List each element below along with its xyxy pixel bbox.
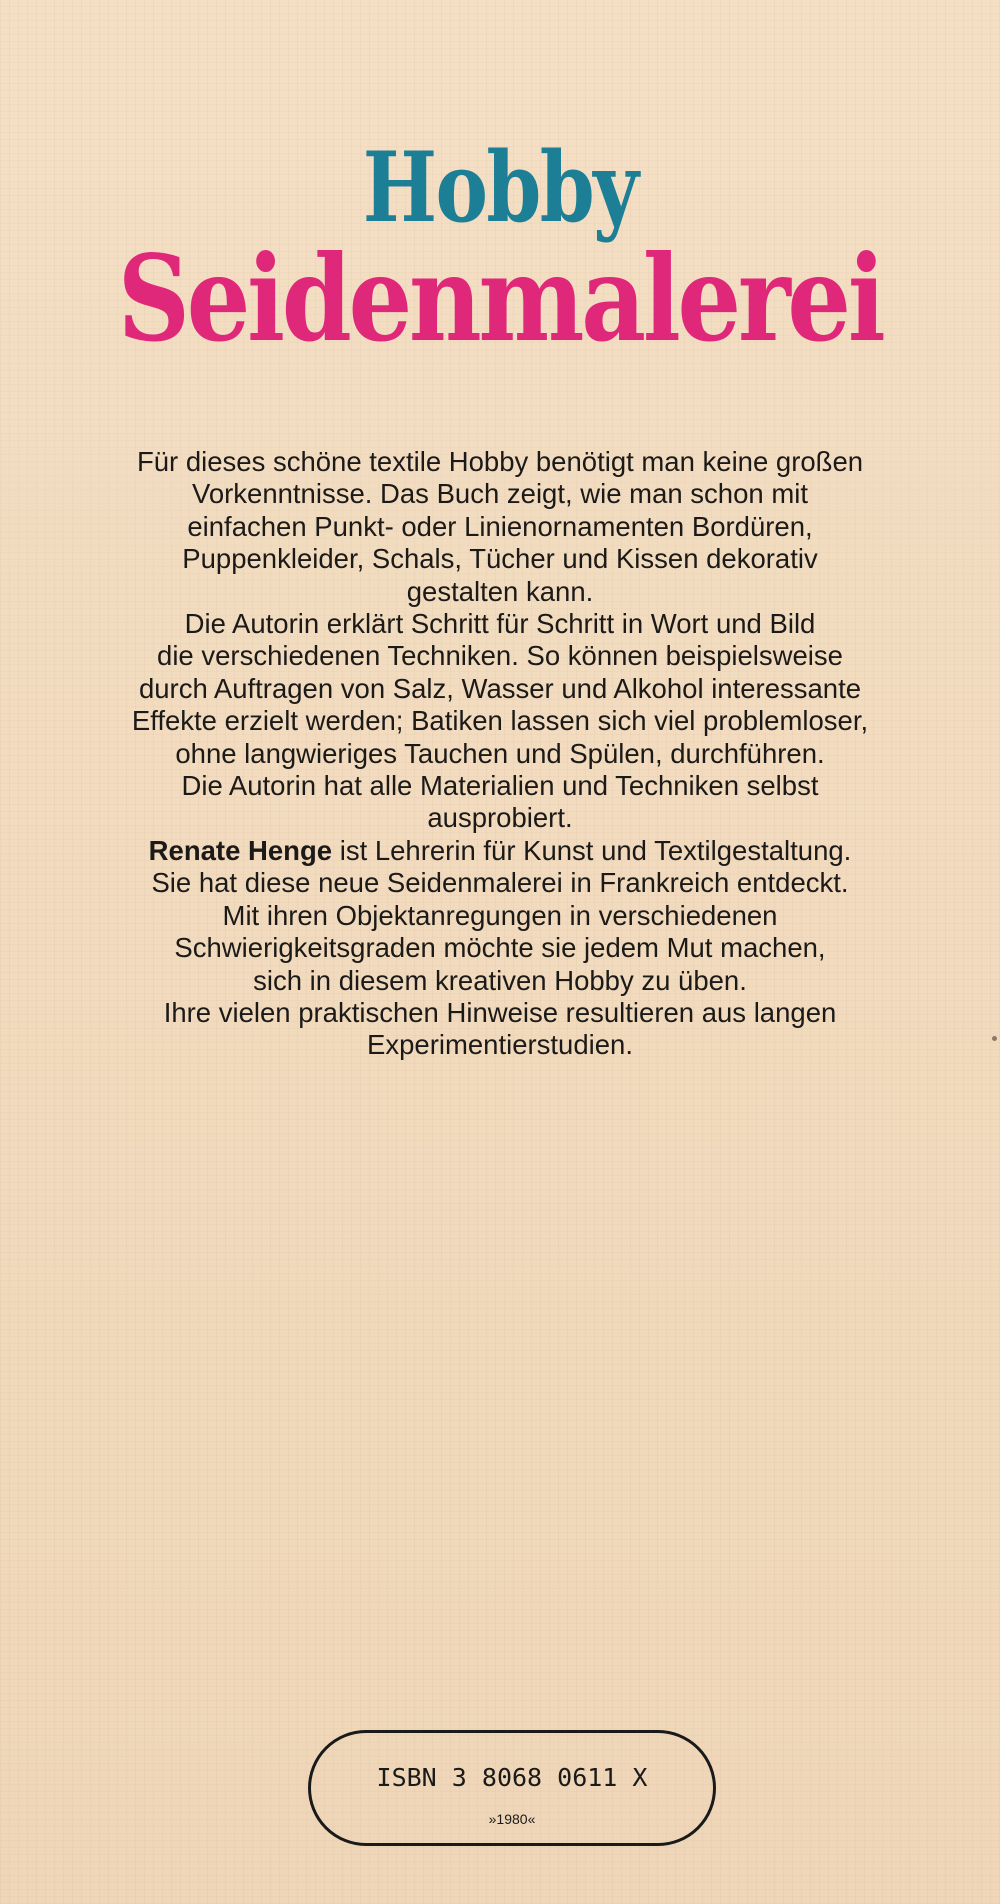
blurb-line: gestalten kann. <box>406 575 594 607</box>
blurb-line: Vorkenntnisse. Das Buch zeigt, wie man schon mit <box>192 478 808 510</box>
blurb-line: Effekte erzielt werden; Batiken lassen sich viel problemloser, <box>131 705 869 737</box>
blurb-line: ausprobiert. <box>427 802 573 834</box>
paper-speck <box>992 1036 997 1041</box>
author-description: ist Lehrerin für Kunst und Textilgestaltung. <box>332 834 852 866</box>
blurb-line: durch Auftragen von Salz, Wasser und Alkohol interessante <box>138 672 862 704</box>
author-name: Renate Henge <box>148 834 333 866</box>
author-bio-line: sich in diesem kreativen Hobby zu üben. <box>253 964 747 996</box>
isbn-number: ISBN 3 8068 0611 X <box>376 1763 648 1792</box>
blurb-line: ohne langwieriges Tauchen und Spülen, durchführen. <box>175 737 825 769</box>
title-seidenmalerei: Seidenmalerei <box>117 229 883 368</box>
blurb-line: Die Autorin hat alle Materialien und Techniken selbst <box>181 770 819 802</box>
cover-title <box>0 131 1000 410</box>
author-bio-line: Ihre vielen praktischen Hinweise resultieren aus langen <box>163 996 837 1028</box>
blurb-line: Die Autorin erklärt Schritt für Schritt in Wort und Bild <box>184 608 816 640</box>
blurb-line: Puppenkleider, Schals, Tücher und Kissen dekorativ <box>182 543 818 575</box>
author-bio-line: Schwierigkeitsgraden möchte sie jedem Mut machen, <box>174 932 826 964</box>
author-bio-line: Sie hat diese neue Seidenmalerei in Frankreich entdeckt. <box>151 867 849 899</box>
blurb-line: Für dieses schöne textile Hobby benötigt man keine großen <box>136 446 864 477</box>
title-hobby: Hobby <box>362 131 638 244</box>
isbn-box <box>308 1730 716 1846</box>
author-bio-line: Experimentierstudien. <box>367 1029 633 1061</box>
author-line <box>60 835 940 867</box>
blurb-text <box>60 446 940 1062</box>
blurb-line: einfachen Punkt- oder Linienornamenten Bordüren, <box>187 510 813 542</box>
blurb-line: die verschiedenen Techniken. So können beispielsweise <box>157 640 843 672</box>
author-bio-line: Mit ihren Objektanregungen in verschiedenen <box>222 899 778 931</box>
isbn-code: »1980« <box>488 1811 536 1827</box>
